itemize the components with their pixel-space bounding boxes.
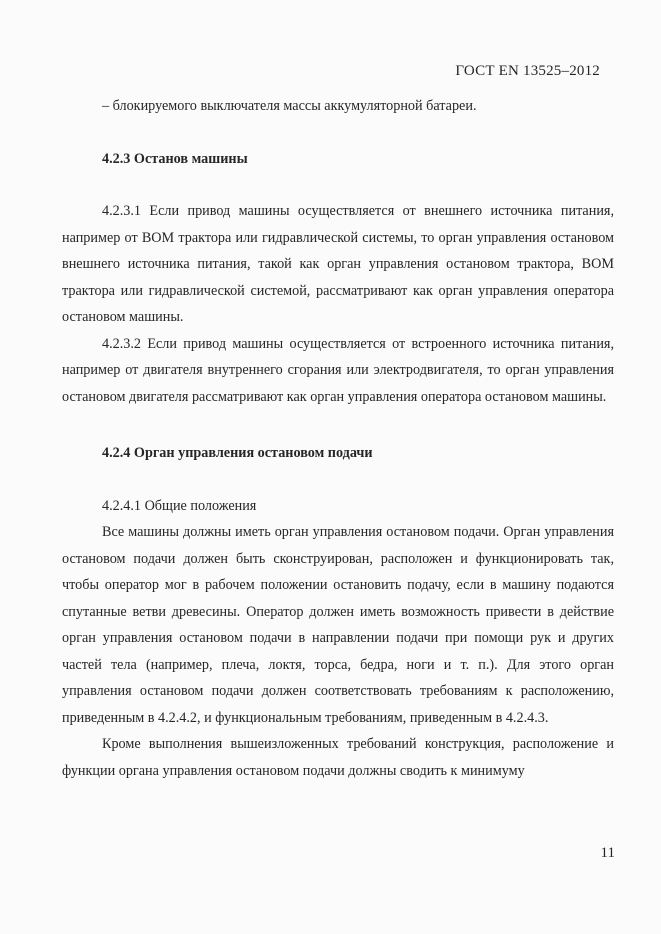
standard-header: ГОСТ EN 13525–2012 bbox=[455, 63, 600, 79]
section-heading-4-2-3: 4.2.3 Останов машины bbox=[102, 150, 248, 167]
section-heading-4-2-4: 4.2.4 Орган управления остановом подачи bbox=[102, 445, 373, 461]
paragraph-4-2-4-1: 4.2.4.1 Общие положения bbox=[102, 497, 257, 514]
paragraph-additional-requirements: Кроме выполнения вышеизложенных требований конструкция, расположение и функции органа управления остановом подачи должны сводить к минимуму bbox=[62, 736, 614, 779]
paragraph-4-2-3-2: 4.2.3.2 Если привод машины осуществляется от встроенного источника питания, например от двигателя внутреннего сгорания или электродвигателя, то орган управления остановом двигателя рассматривают как орган управления оператора остановом машины. bbox=[62, 335, 614, 405]
paragraph-feed-stop-requirements: Все машины должны иметь орган управления остановом подачи. Орган управления остановом подачи должен быть сконструирован, расположен и функционировать так, чтобы оператор мог в рабочем положении остановить подачу, если в машину подаются спутанные ветви древесины. Оператор должен иметь возможность привести в действие орган управления остановом подачи в направлении подачи при помощи рук и других частей тела (например, плеча, локтя, торса, бедра, ноги и т. п.). Для этого орган управления остановом подачи должен соответствовать требованиям к расположению, приведенным в 4.2.4.2, и функциональным требованиям, приведенным в 4.2.4.3. bbox=[62, 524, 614, 726]
list-item-battery-switch: – блокируемого выключателя массы аккумуляторной батареи. bbox=[102, 98, 477, 114]
paragraph-4-2-3-1: 4.2.3.1 Если привод машины осуществляется от внешнего источника питания, например от ВОМ трактора или гидравлической системы, то орган управления остановом внешнего источника питания, такой как орган управления остановом трактора, ВОМ трактора или гидравлической системой, рассматривают как орган управления оператора остановом машины. bbox=[62, 203, 614, 325]
document-body bbox=[62, 93, 614, 784]
page-number: 11 bbox=[600, 845, 615, 861]
